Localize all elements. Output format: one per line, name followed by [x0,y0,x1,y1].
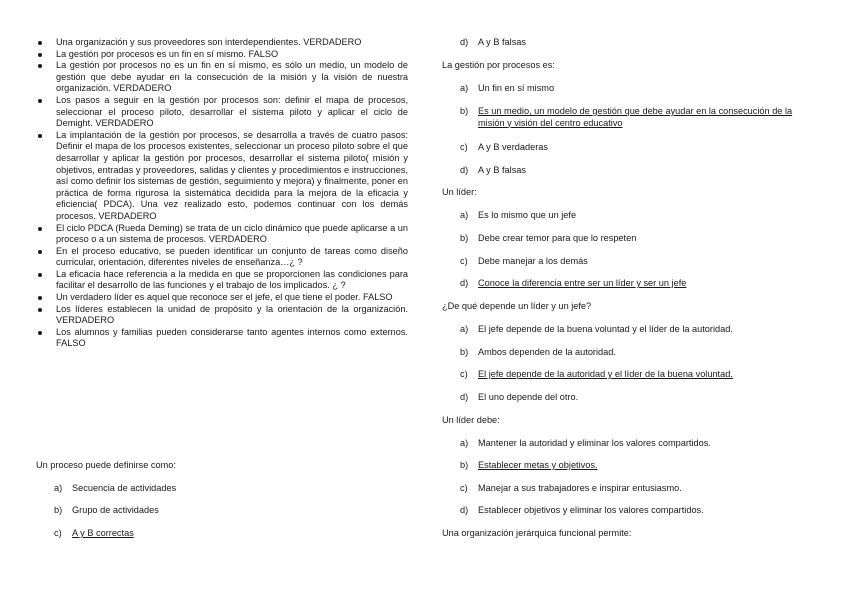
option-text: El jefe depende de la buena voluntad y el líder de la autoridad. [478,324,733,334]
list-item: Los pasos a seguir en la gestión por procesos son: definir el mapa de procesos, seleccionar el proceso piloto, desarrollar el sistema piloto y aplicar el ciclo de Demight. VERDADERO [36,95,408,130]
option-text: Manejar a sus trabajadores e inspirar entusiasmo. [478,483,682,493]
option-letter: a) [460,324,469,334]
option-text: A y B verdaderas [478,142,548,152]
option-text: Grupo de actividades [72,505,159,515]
option-letter: a) [460,438,469,448]
statement-list [36,37,408,350]
option-text: A y B falsas [478,37,527,47]
option-letter: b) [460,347,469,357]
option-letter: d) [460,37,469,47]
question-lider: Un líder: [442,187,477,197]
question-proceso: Un proceso puede definirse como: [36,460,176,470]
option-text-correct: Es un medio, un modelo de gestión que debe ayudar en la consecución de la misión y visión del centro educativo [478,106,793,128]
option-letter: d) [460,278,469,288]
option-text-correct: A y B correctas [72,528,134,538]
list-item: La gestión por procesos no es un fin en sí mismo, es sólo un medio, un modelo de gestión que debe ayudar en la consecución de la misión y la visión de nuestra organización. VERDADERO [36,60,408,95]
option-letter: c) [460,142,468,152]
list-item: El ciclo PDCA (Rueda Deming) se trata de un ciclo dinámico que puede aplicarse a un proceso o a un sistema de procesos. VERDADERO [36,223,408,246]
option-text: Secuencia de actividades [72,483,177,493]
list-item: La eficacia hace referencia a la medida en que se proporcionen las condiciones para facilitar el desarrollo de las funciones y el trabajo de los implicados. ¿ ? [36,269,408,292]
option-letter: a) [54,483,63,493]
option-letter: a) [460,210,469,220]
option-letter: c) [460,369,468,379]
option-letter: b) [460,106,469,116]
option-text-correct: Establecer metas y objetivos. [478,460,598,470]
option-text: A y B falsas [478,165,527,175]
list-item: Los alumnos y familias pueden considerarse tanto agentes internos como externos. FALSO [36,327,408,350]
list-item: Un verdadero líder es aquel que reconoce ser el jefe, el que tiene el poder. FALSO [36,292,408,304]
option-text: Un fin en sí mismo [478,83,555,93]
question-lider-debe: Un líder debe: [442,415,500,425]
option-letter: c) [54,528,62,538]
question-organizacion: Una organización jerárquica funcional permite: [442,528,632,538]
option-text-correct: Conoce la diferencia entre ser un líder y ser un jefe [478,278,687,288]
option-text: Es lo mismo que un jefe [478,210,577,220]
option-letter: d) [460,165,469,175]
list-item: Una organización y sus proveedores son interdependientes. VERDADERO [36,37,408,49]
option-letter: d) [460,392,469,402]
option-text: El uno depende del otro. [478,392,579,402]
option-letter: c) [460,483,468,493]
option-letter: b) [54,505,63,515]
option-text: Debe crear temor para que lo respeten [478,233,637,243]
option-letter: a) [460,83,469,93]
question-depende: ¿De qué depende un líder y un jefe? [442,301,592,311]
list-item: La gestión por procesos es un fin en sí mismo. FALSO [36,49,408,61]
list-item: Los líderes establecen la unidad de propósito y la orientación de la organización. VERDADERO [36,304,408,327]
option-text: Ambos dependen de la autoridad. [478,347,616,357]
option-text: Debe manejar a los demás [478,256,588,266]
option-letter: c) [460,256,468,266]
question-gestion: La gestión por procesos es: [442,60,555,70]
option-text: Mantener la autoridad y eliminar los valores compartidos. [478,438,711,448]
option-text-correct: El jefe depende de la autoridad y el líder de la buena voluntad. [478,369,733,379]
option-letter: b) [460,233,469,243]
list-item: En el proceso educativo, se pueden identificar un conjunto de tareas como diseño curricular, orientación, diferentes niveles de enseñanza…¿ ? [36,246,408,269]
option-text: Establecer objetivos y eliminar los valores compartidos. [478,505,704,515]
option-letter: b) [460,460,469,470]
list-item: La implantación de la gestión por procesos, se desarrolla a través de cuatro pasos: Definir el mapa de los procesos existentes, seleccionar un proceso piloto sobre el que desarrollar y aplicar la gestión por procesos, desarrollar el sistema piloto( misión y objetivos, entradas y proveedores, salidas y clientes y procedimientos e instrucciones, así como definir los sistemas de gestión, seguimiento y mejora) y finalmente, poner en práctica de forma rigurosa la sistemática decidida para la mejora de la eficacia y eficiencia( PDCA). Una vez realizado esto, podemos continuar con los demás procesos. VERDADERO [36,130,408,223]
option-letter: d) [460,505,469,515]
